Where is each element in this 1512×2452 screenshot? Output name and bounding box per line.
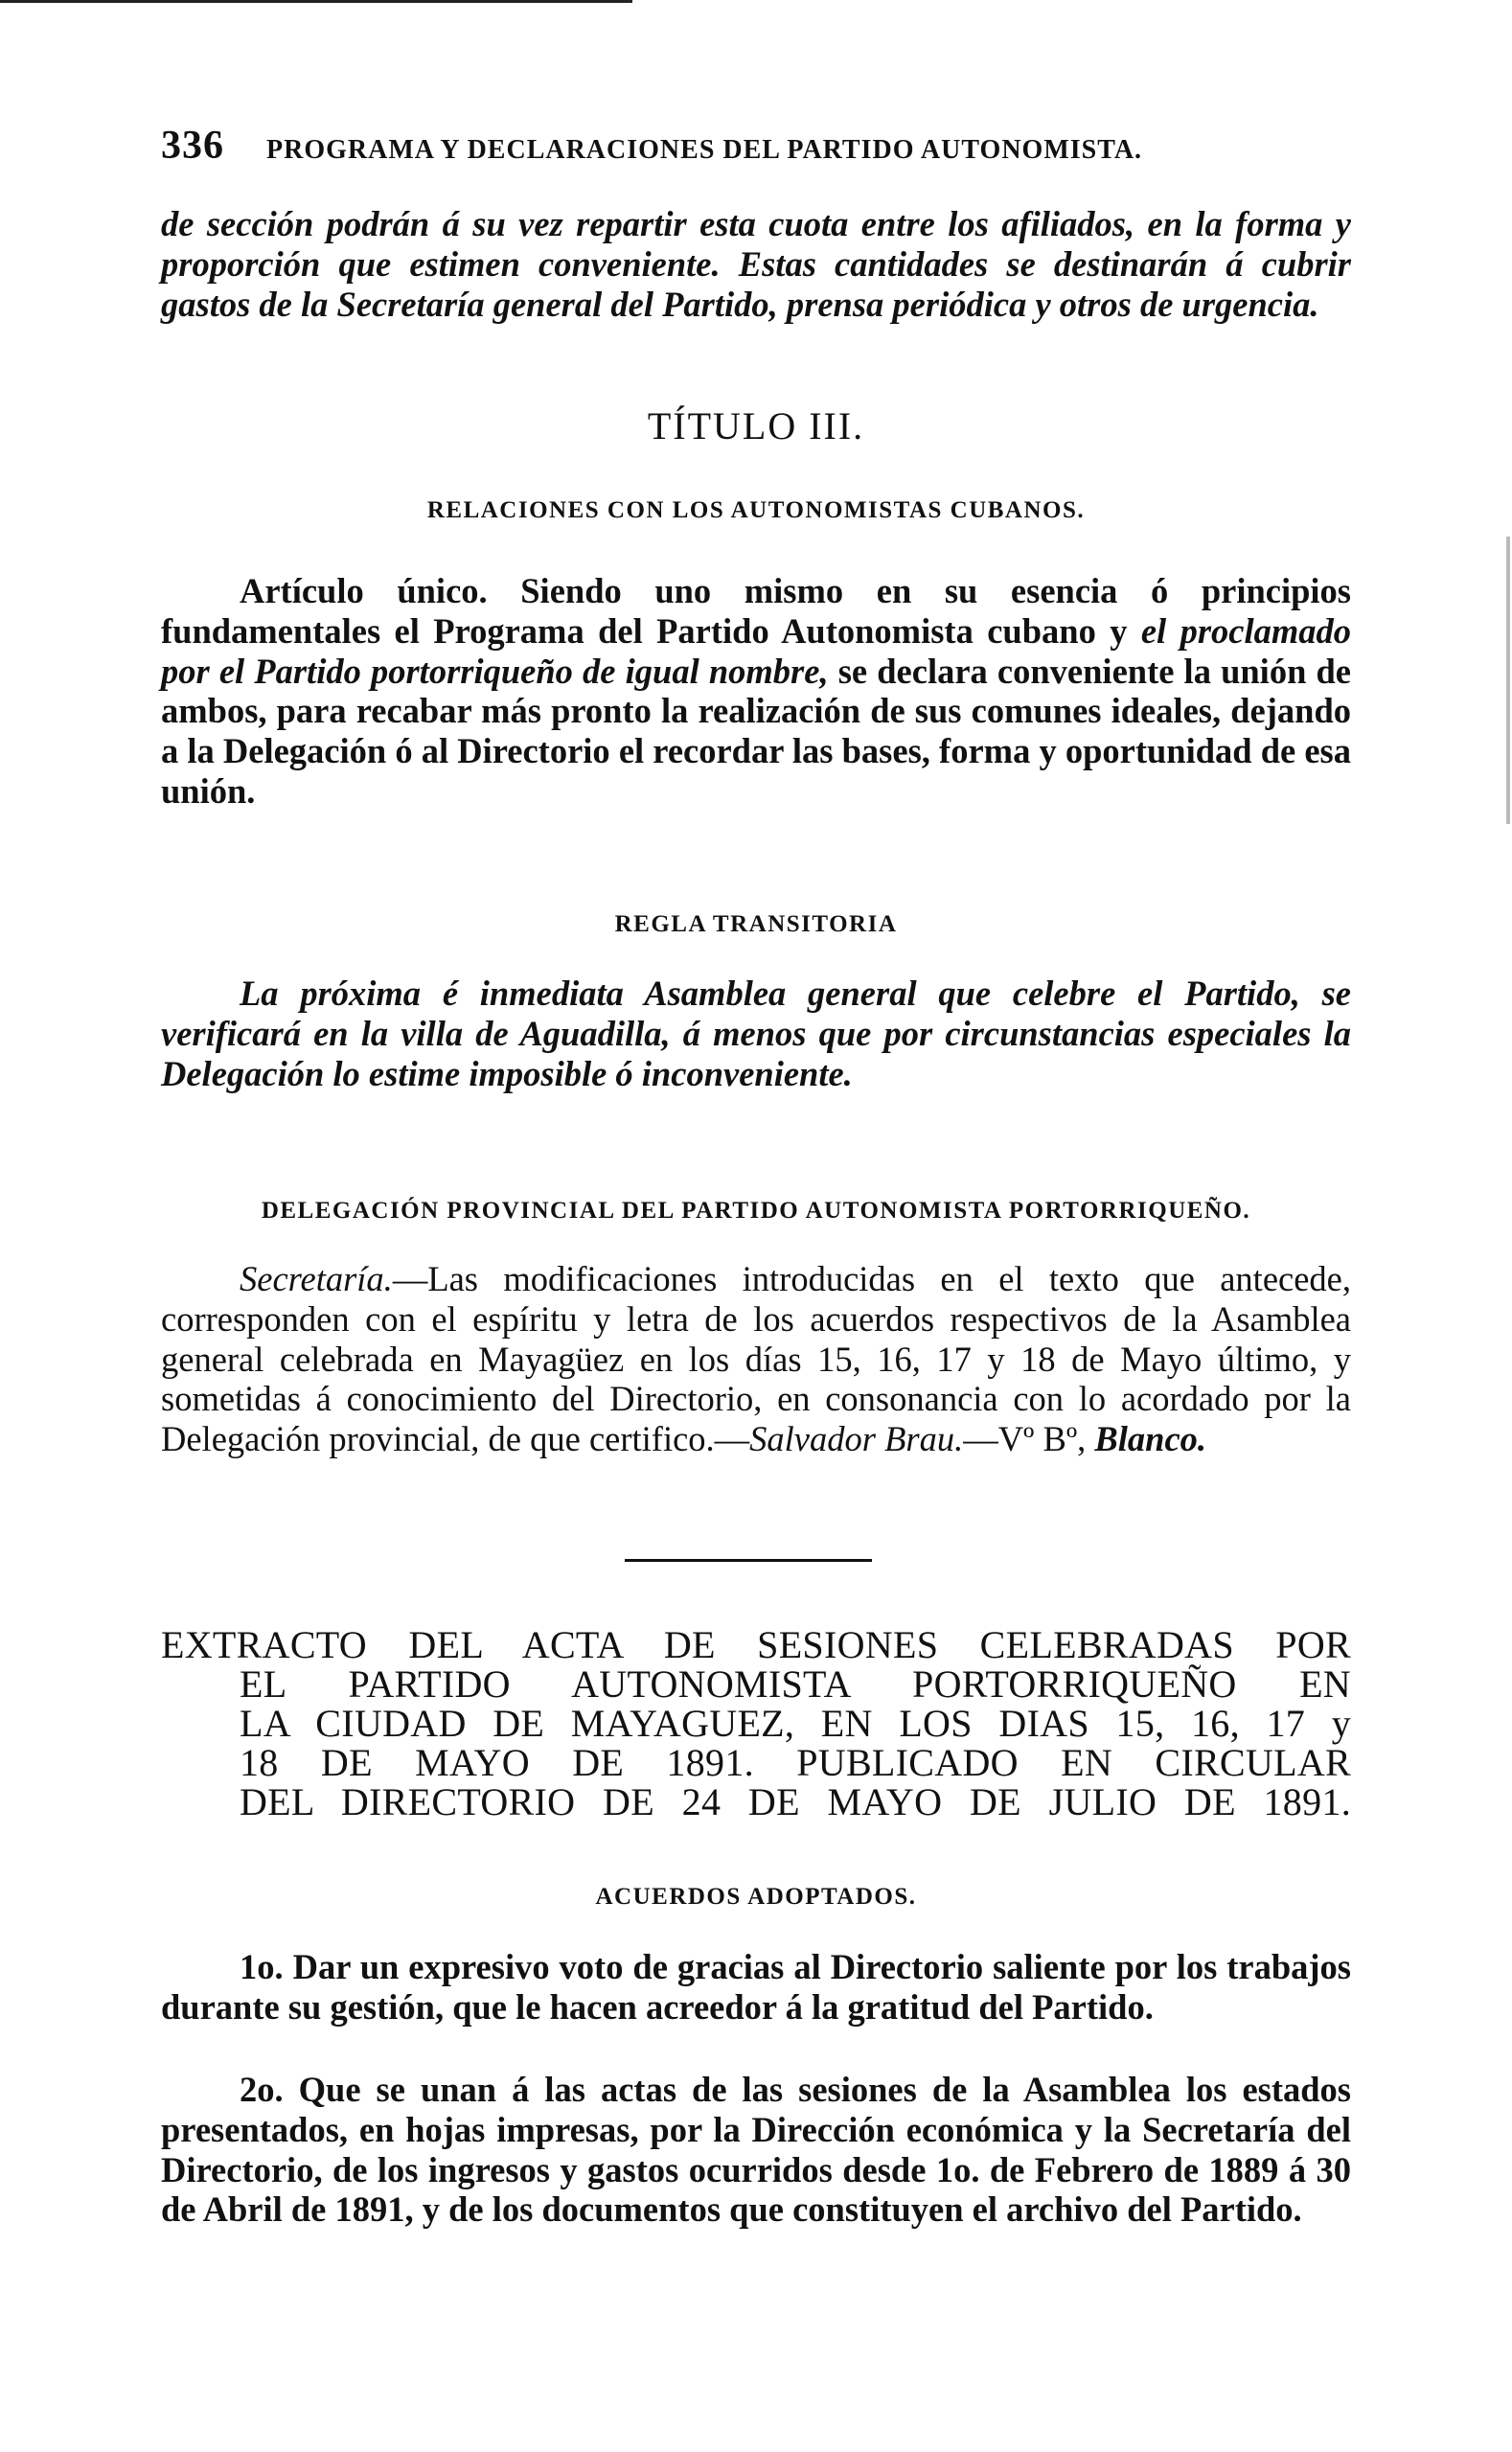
articulo-italic-text: el proclamado por el Partido portorriqueño de igual nombre, (161, 610, 1352, 691)
acuerdo-item-2 (161, 2070, 1351, 2230)
articulo-paragraph (161, 571, 1351, 812)
articulo-text-after: se declara conveniente la unión de ambos, para recabar más pronto la realización de sus comunes ideales, dejando a la Delegación ó al Directorio el recordar las bases, forma y oportunidad de esa unión. (161, 651, 1352, 811)
extract-title-line: 18 DE MAYO DE 1891. PUBLICADO EN CIRCULAR (240, 1741, 1351, 1784)
delegacion-heading: DELEGACIÓN PROVINCIAL DEL PARTIDO AUTONOMISTA PORTORRIQUEÑO. (261, 1198, 1251, 1224)
acuerdo-number: 2o. (240, 2070, 284, 2109)
regla-heading: REGLA TRANSITORIA (614, 911, 898, 937)
margin-mark (1506, 537, 1510, 824)
intro-paragraph: de sección podrán á su vez repartir esta cuota entre los afiliados, en la forma y proporción que estimen conveniente. Estas cantidades se destinarán á cubrir gastos de la Secretaría general del Partido, prensa periódica y otros de urgencia. (161, 204, 1351, 324)
visto-bueno: —Vº Bº, (963, 1419, 1087, 1459)
page-number: 336 (161, 124, 224, 168)
secretaria-label: Secretaría. (240, 1259, 393, 1298)
secretaria-text: —Las modificaciones introducidas en el texto que antecede, corresponden con el espíritu y letra de los acuerdos respectivos de la Asamblea general celebrada en Mayagüez en los días 15, 16, 17 y 18 de Mayo último, y sometidas á conocimiento del Directorio, en consonancia con lo acordado por la Delegación provincial, de que certifico.— (161, 1259, 1351, 1459)
articulo-text-before: Siendo uno mismo en su esencia ó principios fundamentales el Programa del Partido Autonomista cubano y (161, 571, 1352, 651)
signature-brau: Salvador Brau. (749, 1419, 964, 1459)
regla-paragraph: La próxima é inmediata Asamblea general que celebre el Partido, se verificará en la villa de Aguadilla, á menos que por circunstancias especiales la Delegación lo estime imposible ó inconveniente. (161, 974, 1351, 1093)
acuerdo-text: Dar un expresivo voto de gracias al Directorio saliente por los trabajos durante su gestión, que le hacen acreedor á la gratitud del Partido. (161, 1947, 1352, 2027)
signature-blanco: Blanco. (1094, 1419, 1207, 1459)
extract-title-line: EXTRACTO DEL ACTA DE SESIONES CELEBRADAS POR (161, 1623, 1351, 1666)
running-head: PROGRAMA Y DECLARACIONES DEL PARTIDO AUTONOMISTA. (266, 135, 1143, 165)
titulo-heading: TÍTULO III. (647, 404, 865, 447)
page-header (161, 123, 1349, 180)
acuerdos-heading: ACUERDOS ADOPTADOS. (595, 1884, 917, 1910)
extract-title-line: DEL DIRECTORIO DE 24 DE MAYO DE JULIO DE 1891. (240, 1780, 1351, 1823)
secretaria-paragraph (161, 1259, 1351, 1459)
extract-title-line: LA CIUDAD DE MAYAGUEZ, EN LOS DIAS 15, 16, 17 y (240, 1702, 1351, 1745)
titulo-subtitle: RELACIONES CON LOS AUTONOMISTAS CUBANOS. (426, 497, 1086, 523)
acuerdo-number: 1o. (240, 1947, 284, 1986)
top-rule (0, 0, 632, 3)
acuerdo-item-1 (161, 1947, 1351, 2028)
acuerdo-text: Que se unan á las actas de las sesiones de la Asamblea los estados presentados, en hojas impresas, por la Dirección económica y la Secretaría del Directorio, de los ingresos y gastos ocurridos desde 1o. de Febrero de 1889 á 30 de Abril de 1891, y de los documentos que constituyen el archivo del Partido. (161, 2070, 1352, 2230)
extract-title (161, 1625, 1351, 1822)
extract-title-line: EL PARTIDO AUTONOMISTA PORTORRIQUEÑO EN (240, 1662, 1351, 1706)
section-separator (625, 1559, 872, 1562)
articulo-label: Artículo único. (240, 571, 488, 610)
